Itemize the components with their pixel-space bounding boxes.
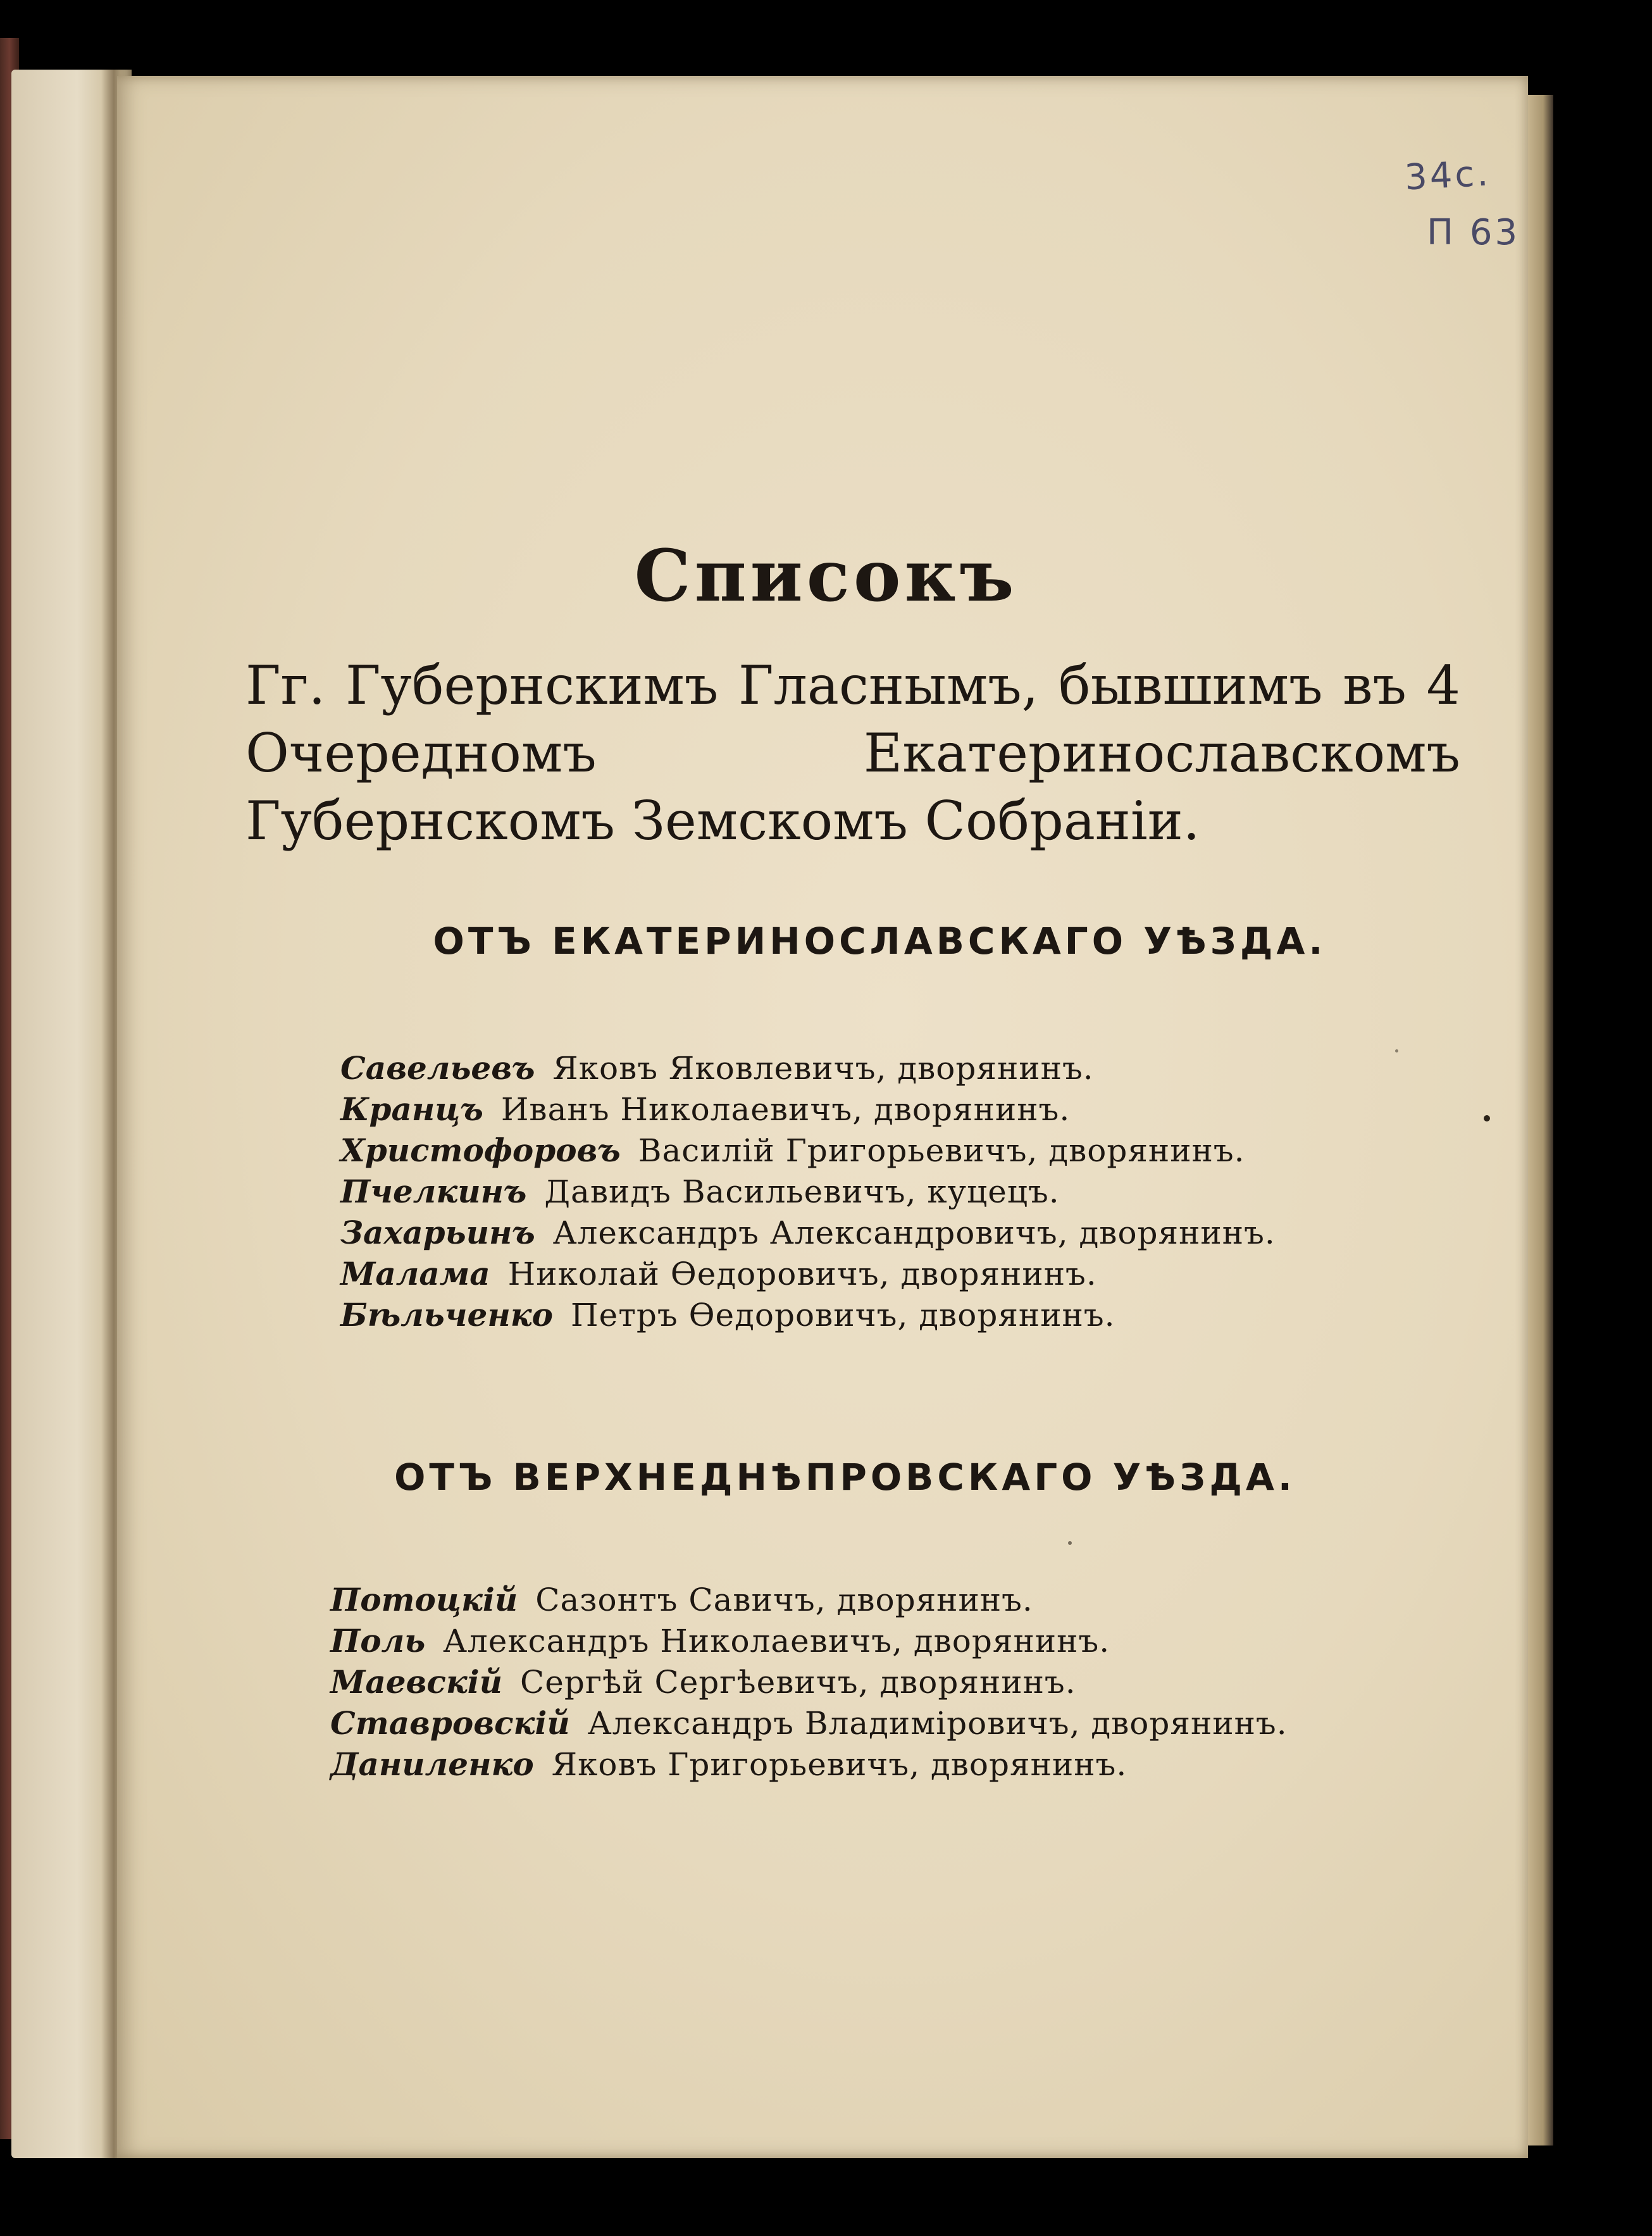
member-surname: Христофоровъ bbox=[340, 1132, 621, 1169]
section-heading: ОТЪ ЕКАТЕРИНОСЛАВСКАГО УѢЗДА. bbox=[433, 920, 1327, 963]
list-item bbox=[330, 1744, 1288, 1785]
member-details: Иванъ Николаевичъ, дворянинъ. bbox=[500, 1091, 1071, 1128]
list-item bbox=[330, 1661, 1288, 1702]
member-surname: Бѣльченко bbox=[340, 1296, 553, 1333]
document-title: Списокъ bbox=[634, 535, 1018, 618]
list-item bbox=[340, 1253, 1276, 1294]
list-item bbox=[340, 1171, 1276, 1212]
member-surname: Даниленко bbox=[330, 1746, 534, 1783]
member-details: Яковъ Яковлевичъ, дворянинъ. bbox=[552, 1050, 1094, 1087]
member-details: Александръ Александровичъ, дворянинъ. bbox=[552, 1215, 1276, 1251]
member-surname: Кранцъ bbox=[340, 1090, 483, 1128]
member-details: Петръ Өедоровичъ, дворянинъ. bbox=[571, 1297, 1115, 1333]
list-item bbox=[340, 1294, 1276, 1335]
member-details: Яковъ Григорьевичъ, дворянинъ. bbox=[551, 1746, 1127, 1783]
list-item bbox=[330, 1620, 1288, 1661]
list-item bbox=[340, 1089, 1276, 1130]
member-surname: Малама bbox=[340, 1255, 490, 1292]
member-details: Александръ Николаевичъ, дворянинъ. bbox=[443, 1623, 1110, 1659]
member-surname: Савельевъ bbox=[340, 1049, 535, 1087]
member-details: Александръ Владиміровичъ, дворянинъ. bbox=[587, 1705, 1288, 1742]
member-list bbox=[340, 1047, 1276, 1335]
list-item bbox=[340, 1047, 1276, 1089]
member-surname: Потоцкій bbox=[330, 1581, 518, 1618]
member-details: Давидъ Васильевичъ, куцецъ. bbox=[544, 1173, 1060, 1210]
list-item bbox=[330, 1579, 1288, 1620]
member-list bbox=[330, 1579, 1288, 1785]
member-details: Сергѣй Сергѣевичъ, дворянинъ. bbox=[520, 1664, 1076, 1701]
list-item bbox=[340, 1130, 1276, 1171]
list-item bbox=[330, 1702, 1288, 1744]
pencil-shelfmark-line-1: 34c. bbox=[1403, 153, 1492, 199]
list-item bbox=[340, 1212, 1276, 1253]
member-surname: Ставровскій bbox=[330, 1704, 570, 1742]
member-details: Сазонтъ Савичъ, дворянинъ. bbox=[535, 1582, 1033, 1618]
member-surname: Поль bbox=[330, 1622, 426, 1659]
pencil-shelfmark-line-2: П 63 bbox=[1427, 212, 1520, 253]
member-surname: Маевскій bbox=[330, 1663, 503, 1701]
member-surname: Пчелкинъ bbox=[340, 1173, 527, 1210]
member-surname: Захарьинъ bbox=[340, 1214, 535, 1251]
document-subtitle: Гг. Губернскимъ Гласнымъ, бывшимъ въ 4 Очередномъ Екатеринославскомъ Губернскомъ Земскомъ Собраніи. bbox=[245, 654, 1460, 852]
member-details: Николай Өедоровичъ, дворянинъ. bbox=[507, 1256, 1097, 1292]
section-heading: ОТЪ ВЕРХНЕДНѢПРОВСКАГО УѢЗДА. bbox=[394, 1456, 1296, 1499]
member-details: Василій Григорьевичъ, дворянинъ. bbox=[638, 1132, 1245, 1169]
